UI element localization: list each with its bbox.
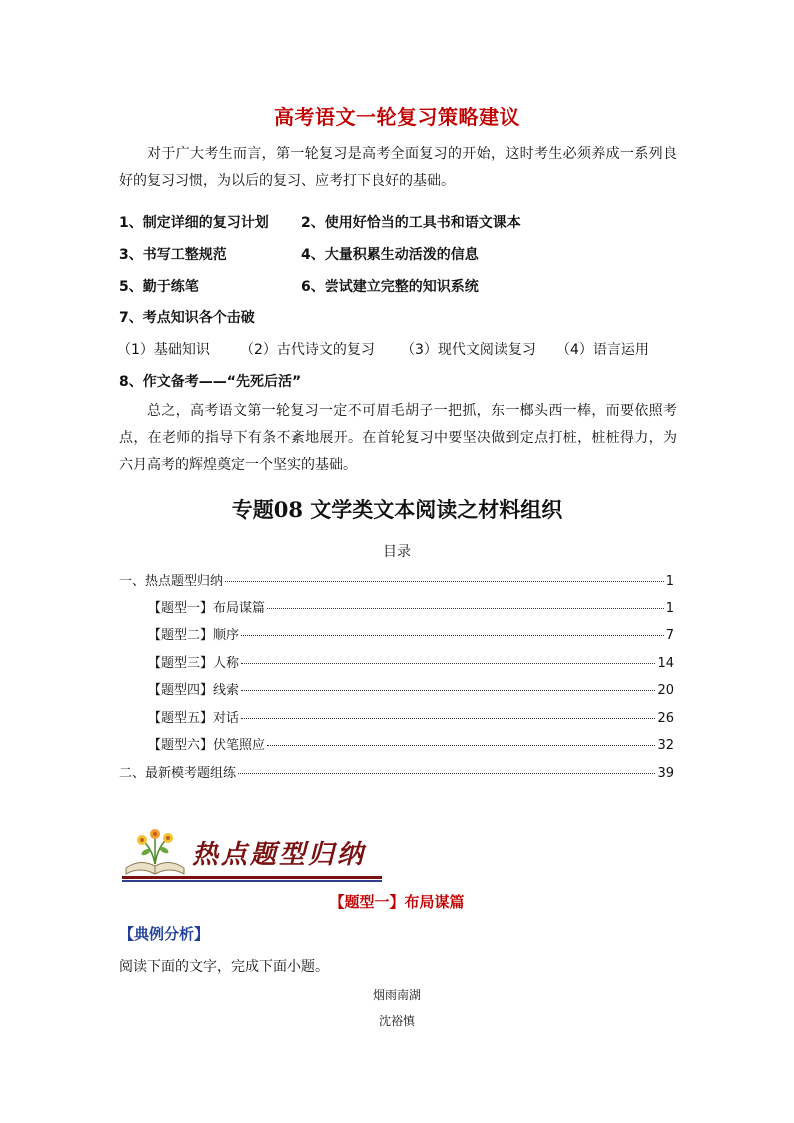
- example-label: 【典例分析】: [119, 925, 210, 943]
- toc-leader: [241, 663, 655, 664]
- toc-label: 二、最新模考题组练: [119, 766, 237, 781]
- toc-page-number: 7: [665, 628, 674, 643]
- toc-entry[interactable]: [148, 707, 674, 727]
- advice-title: 高考语文一轮复习策略建议: [274, 105, 520, 129]
- tip-8: 8、作文备考——“先死后活”: [119, 374, 302, 390]
- section-heading: 【题型一】布局谋篇: [329, 893, 465, 911]
- toc-heading: 目录: [383, 544, 411, 560]
- sub-item-classical: （2）古代诗文的复习: [240, 342, 375, 358]
- toc-page-number: 26: [657, 711, 674, 726]
- tip-6: 6、尝试建立完整的知识系统: [301, 279, 479, 295]
- toc-label: 【题型六】伏笔照应: [148, 738, 266, 753]
- toc-page-number: 1: [665, 601, 674, 616]
- toc-page-number: 1: [665, 574, 674, 589]
- toc-page-number: 39: [657, 766, 674, 781]
- passage-title: 烟雨南湖: [372, 988, 421, 1002]
- sub-item-modern: （3）现代文阅读复习: [401, 342, 536, 358]
- toc-page-number: 20: [657, 683, 674, 698]
- tip-7: 7、考点知识各个击破: [119, 310, 255, 326]
- tip-4: 4、大量积累生动活泼的信息: [301, 247, 479, 263]
- toc-entry[interactable]: [148, 734, 674, 754]
- section-banner: [122, 828, 382, 884]
- tip-2: 2、使用好恰当的工具书和语文课本: [301, 215, 521, 231]
- toc-entry[interactable]: [148, 624, 674, 644]
- toc-label: 【题型三】人称: [148, 656, 240, 671]
- passage-author: 沈裕慎: [378, 1014, 415, 1028]
- toc-entry[interactable]: [148, 679, 674, 699]
- toc-entry[interactable]: [119, 762, 674, 782]
- banner-underline-blue: [122, 880, 382, 882]
- toc-leader: [241, 635, 664, 636]
- toc-entry[interactable]: [148, 597, 674, 617]
- toc-leader: [225, 581, 664, 582]
- sub-item-language: （4）语言运用: [556, 342, 649, 358]
- book-flower-icon: [122, 828, 188, 876]
- toc-entry[interactable]: [148, 652, 674, 672]
- toc-entry[interactable]: [119, 570, 674, 590]
- tip-3: 3、书写工整规范: [119, 247, 227, 263]
- toc-label: 【题型一】布局谋篇: [148, 601, 266, 616]
- toc-label: 【题型五】对话: [148, 711, 240, 726]
- topic-title: 专题08 文学类文本阅读之材料组织: [231, 497, 563, 522]
- advice-intro: 对于广大考生而言，第一轮复习是高考全面复习的开始，这时考生必须养成一系列良好的复习习惯，为以后的复习、应考打下良好的基础。: [119, 146, 677, 189]
- advice-conclusion: 总之，高考语文第一轮复习一定不可眉毛胡子一把抓，东一榔头西一棒，而要依照考点，在老师的指导下有条不紊地展开。在首轮复习中要坚决做到定点打桩，桩桩得力，为六月高考的辉煌奠定一个坚实的基础。: [119, 403, 677, 473]
- toc-leader: [238, 773, 655, 774]
- toc-leader: [241, 718, 655, 719]
- tip-1: 1、制定详细的复习计划: [119, 215, 269, 231]
- reading-instruction: 阅读下面的文字，完成下面小题。: [119, 959, 329, 975]
- toc-page-number: 14: [657, 656, 674, 671]
- banner-underline: [122, 876, 382, 879]
- toc-label: 一、热点题型归纳: [119, 574, 224, 589]
- toc-leader: [267, 608, 664, 609]
- banner-title: 热点题型归纳: [192, 840, 367, 870]
- toc-leader: [267, 745, 655, 746]
- sub-item-basic: （1）基础知识: [117, 342, 210, 358]
- toc-leader: [241, 690, 655, 691]
- toc-label: 【题型二】顺序: [148, 628, 240, 643]
- tip-5: 5、勤于练笔: [119, 279, 199, 295]
- toc-label: 【题型四】线索: [148, 683, 240, 698]
- toc-page-number: 32: [657, 738, 674, 753]
